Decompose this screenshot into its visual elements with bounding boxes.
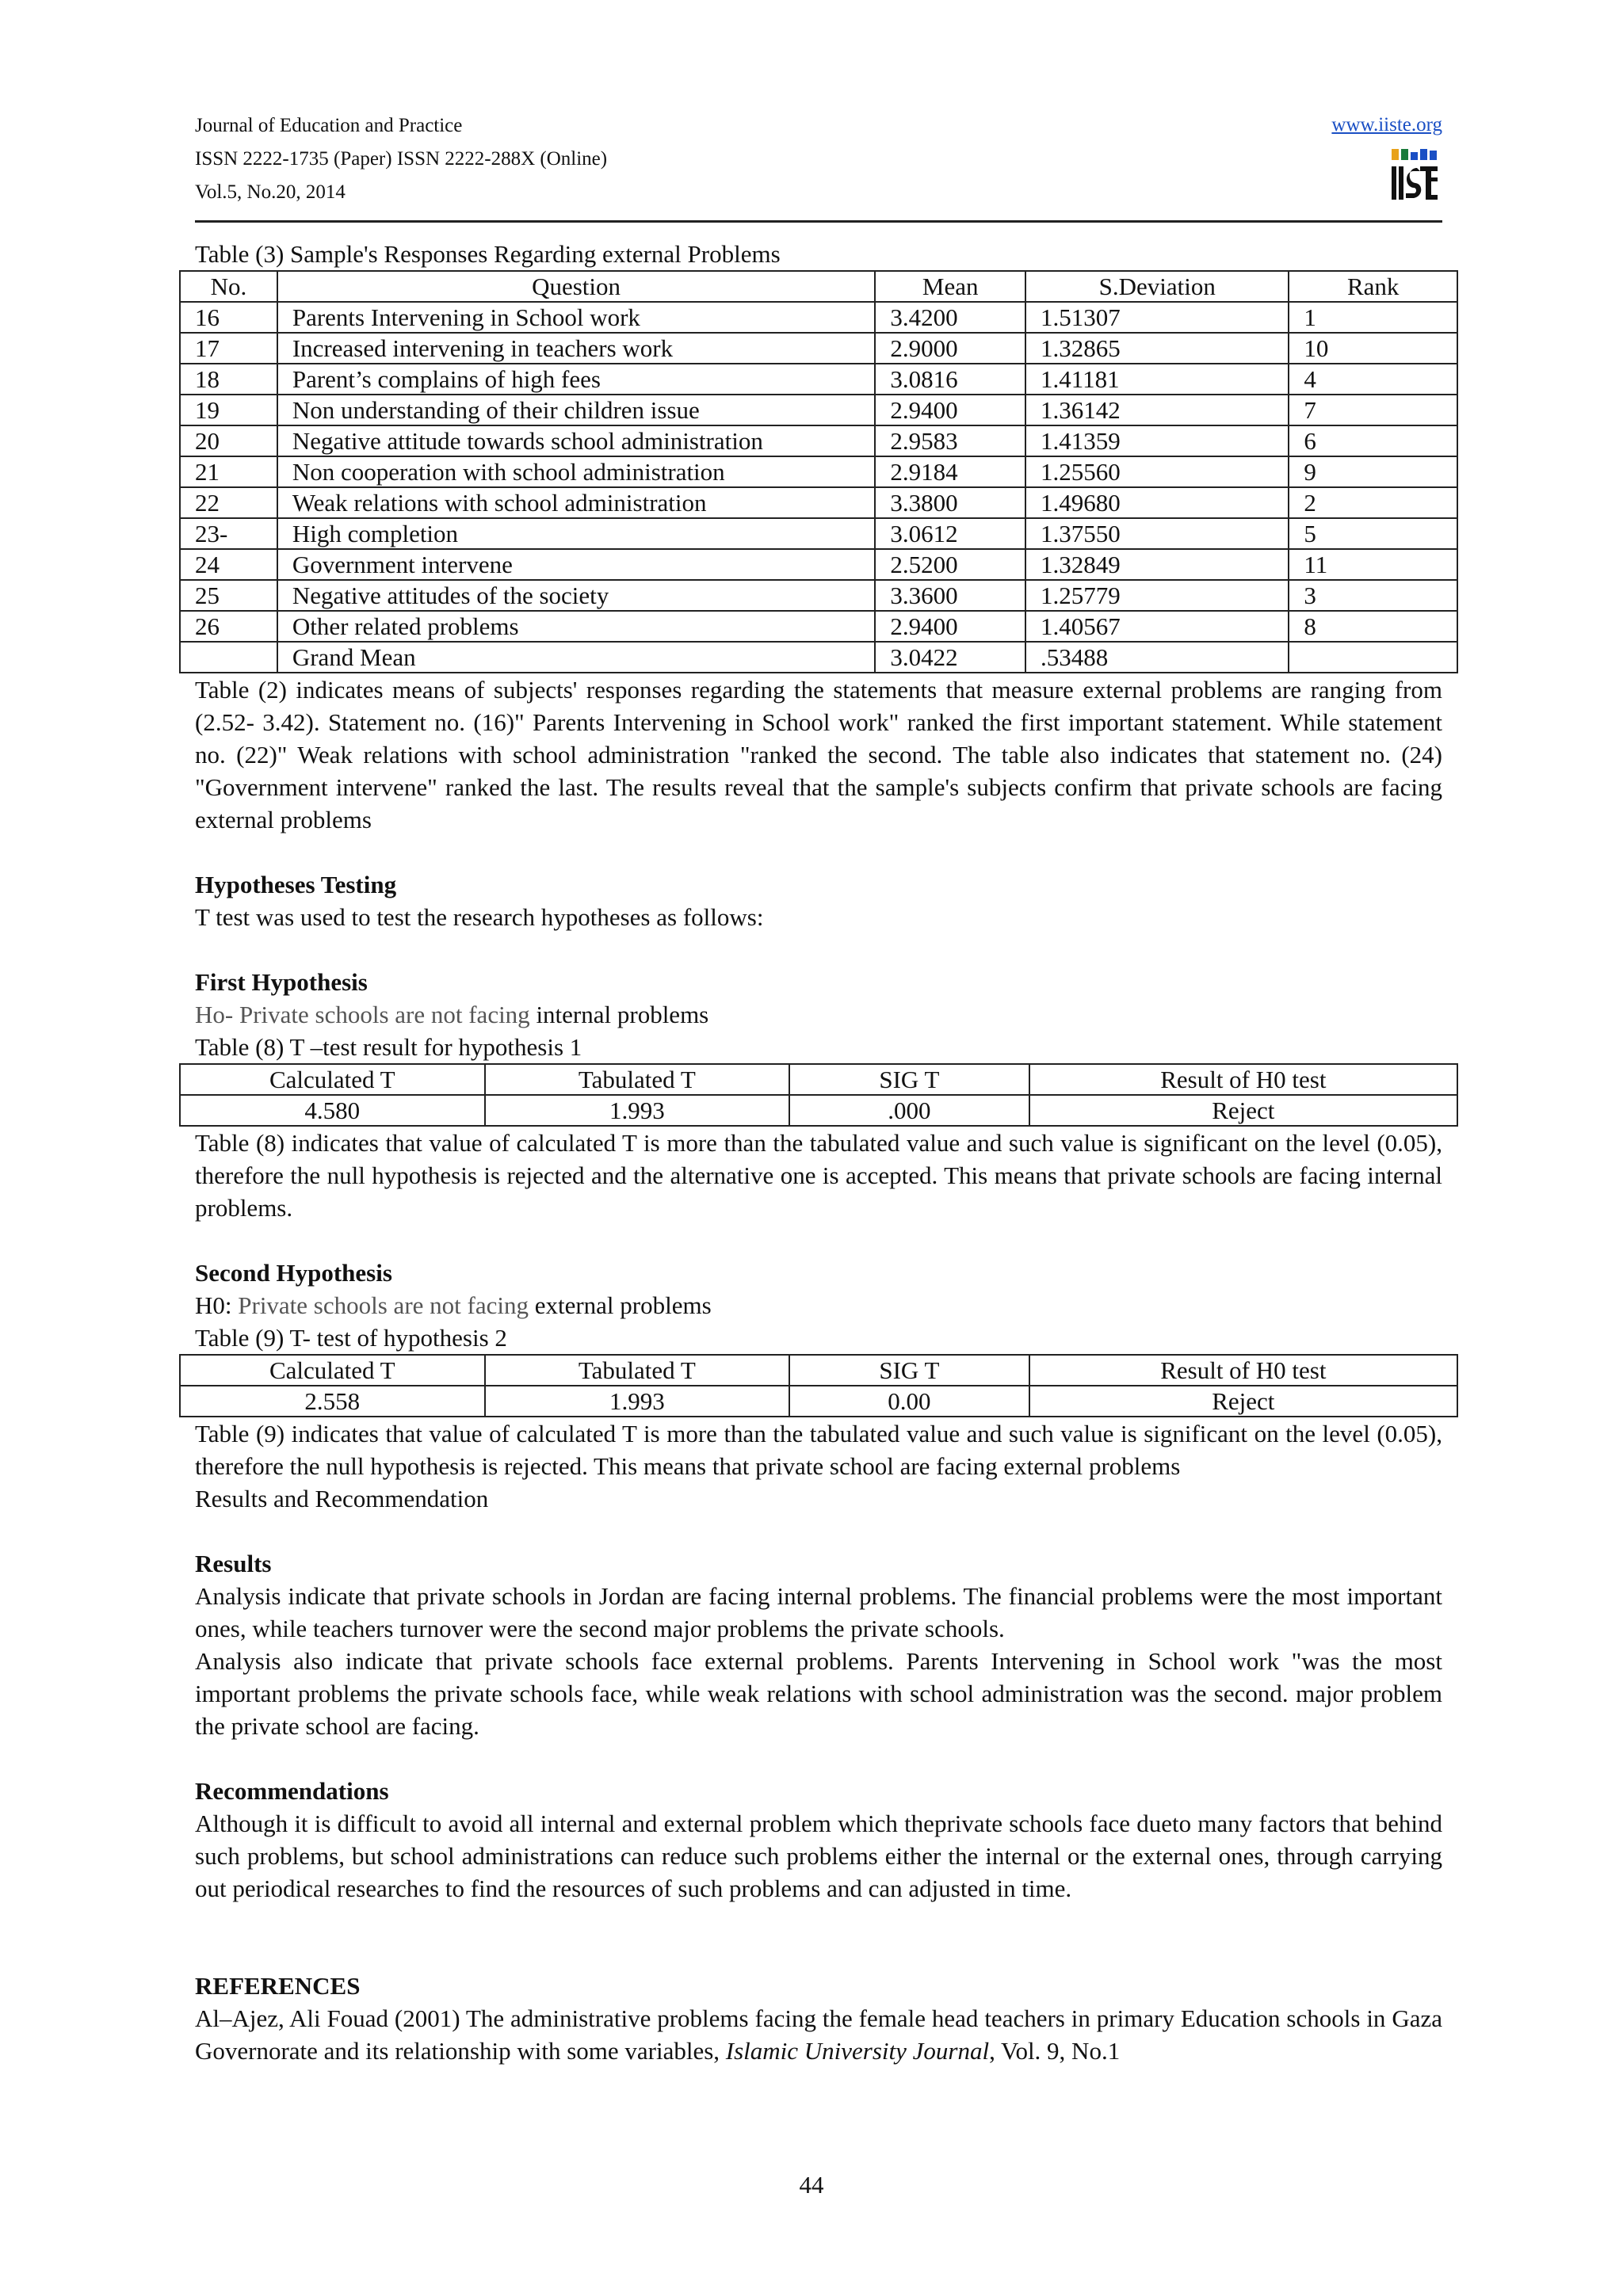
table9-sig-t: 0.00 bbox=[789, 1386, 1029, 1417]
table8-paragraph: Table (8) indicates that value of calculated T is more than the tabulated value and such value is significant on the level (0.05), therefore the null hypothesis is rejected and the alternative one is accepted. This means that private schools are facing internal problems. bbox=[195, 1129, 1442, 1222]
issn-line: ISSN 2222-1735 (Paper) ISSN 2222-288X (Online) bbox=[195, 148, 608, 170]
cell-rank: 6 bbox=[1289, 425, 1457, 456]
cell-no: 21 bbox=[180, 456, 277, 487]
cell-rank: 9 bbox=[1289, 456, 1457, 487]
page-content bbox=[195, 238, 1442, 2067]
table8-header-sig-t: SIG T bbox=[789, 1064, 1029, 1095]
table9-value-row bbox=[180, 1386, 1457, 1417]
table8 bbox=[179, 1063, 1458, 1127]
table8-result: Reject bbox=[1029, 1095, 1457, 1126]
cell-question: Other related problems bbox=[277, 611, 875, 642]
recommendations-paragraph: Although it is difficult to avoid all internal and external problem which theprivate schools face dueto many factors that behind such problems, but school administrations can reduce such problems either the internal or the external ones, through carrying out periodical researches to find the resources of such problems and can adjusted in time. bbox=[195, 1810, 1442, 1902]
cell-sd: 1.51307 bbox=[1025, 302, 1289, 333]
first-null-hypothesis bbox=[195, 998, 1442, 1031]
table-row bbox=[180, 549, 1457, 580]
cell-question: Weak relations with school administration bbox=[277, 487, 875, 518]
iiste-logo-icon bbox=[1390, 147, 1439, 203]
cell-rank bbox=[1289, 642, 1457, 673]
cell-question: Non understanding of their children issue bbox=[277, 395, 875, 425]
cell-rank: 7 bbox=[1289, 395, 1457, 425]
table3-header-row bbox=[180, 271, 1457, 302]
table9 bbox=[179, 1354, 1458, 1417]
cell-question: Grand Mean bbox=[277, 642, 875, 673]
journal-name: Journal of Education and Practice bbox=[195, 115, 463, 136]
recommendations-heading: Recommendations bbox=[195, 1777, 389, 1805]
cell-question: Government intervene bbox=[277, 549, 875, 580]
table2-paragraph: Table (2) indicates means of subjects' responses regarding the statements that measure external problems are ranging from (2.52- 3.42). Statement no. (16)" Parents Intervening in School work" ranked the first important statement. While statement no. (22)" Weak relations with school administration "ranked the second. The table also indicates that statement no. (24) "Government intervene" ranked the last. The results reveal that the sample's subjects confirm that private schools are facing external problems bbox=[195, 676, 1442, 833]
table9-result: Reject bbox=[1029, 1386, 1457, 1417]
references-heading: REFERENCES bbox=[195, 1972, 361, 2000]
reference-1-volume: , Vol. 9, No.1 bbox=[989, 2037, 1121, 2065]
cell-no: 26 bbox=[180, 611, 277, 642]
table9-header-tab-t: Tabulated T bbox=[485, 1355, 790, 1386]
table-row bbox=[180, 302, 1457, 333]
cell-no: 19 bbox=[180, 395, 277, 425]
page-header bbox=[195, 111, 1442, 223]
cell-rank: 10 bbox=[1289, 333, 1457, 364]
table3-body bbox=[180, 302, 1457, 673]
volume-line: Vol.5, No.20, 2014 bbox=[195, 181, 346, 203]
cell-sd: 1.36142 bbox=[1025, 395, 1289, 425]
cell-sd: 1.41359 bbox=[1025, 425, 1289, 456]
cell-rank: 11 bbox=[1289, 549, 1457, 580]
cell-no bbox=[180, 642, 277, 673]
cell-sd: 1.25779 bbox=[1025, 580, 1289, 611]
cell-rank: 4 bbox=[1289, 364, 1457, 395]
cell-mean: 2.9400 bbox=[875, 395, 1025, 425]
cell-mean: 2.9000 bbox=[875, 333, 1025, 364]
col-header-sd: S.Deviation bbox=[1025, 271, 1289, 302]
cell-sd: 1.37550 bbox=[1025, 518, 1289, 549]
col-header-mean: Mean bbox=[875, 271, 1025, 302]
hypotheses-intro: T test was used to test the research hypotheses as follows: bbox=[195, 903, 764, 931]
table-row bbox=[180, 611, 1457, 642]
cell-question: Non cooperation with school administration bbox=[277, 456, 875, 487]
results-recommendation-line: Results and Recommendation bbox=[195, 1485, 489, 1512]
cell-rank: 2 bbox=[1289, 487, 1457, 518]
table8-tab-t: 1.993 bbox=[485, 1095, 790, 1126]
cell-rank: 5 bbox=[1289, 518, 1457, 549]
cell-no: 24 bbox=[180, 549, 277, 580]
cell-question: Negative attitudes of the society bbox=[277, 580, 875, 611]
table8-value-row bbox=[180, 1095, 1457, 1126]
second-null-hypothesis bbox=[195, 1289, 1442, 1322]
table-row bbox=[180, 487, 1457, 518]
second-hypothesis-heading: Second Hypothesis bbox=[195, 1259, 392, 1287]
hypotheses-heading: Hypotheses Testing bbox=[195, 871, 397, 898]
cell-question: Increased intervening in teachers work bbox=[277, 333, 875, 364]
table-row bbox=[180, 333, 1457, 364]
table8-header-row bbox=[180, 1064, 1457, 1095]
table8-sig-t: .000 bbox=[789, 1095, 1029, 1126]
cell-mean: 3.0816 bbox=[875, 364, 1025, 395]
cell-mean: 3.3800 bbox=[875, 487, 1025, 518]
cell-sd: 1.32849 bbox=[1025, 549, 1289, 580]
table-row bbox=[180, 395, 1457, 425]
results-heading: Results bbox=[195, 1550, 272, 1577]
cell-mean: 2.9583 bbox=[875, 425, 1025, 456]
results-paragraph-1: Analysis indicate that private schools in Jordan are facing internal problems. The financial problems were the most important ones, while teachers turnover were the second major problems the private schools. bbox=[195, 1582, 1442, 1642]
cell-question: Negative attitude towards school administration bbox=[277, 425, 875, 456]
cell-sd: 1.40567 bbox=[1025, 611, 1289, 642]
cell-sd: 1.32865 bbox=[1025, 333, 1289, 364]
col-header-question: Question bbox=[277, 271, 875, 302]
first-ho-prefix: Ho- bbox=[195, 1001, 239, 1028]
table9-paragraph: Table (9) indicates that value of calculated T is more than the tabulated value and such value is significant on the level (0.05), therefore the null hypothesis is rejected. This means that private school are facing external problems bbox=[195, 1420, 1442, 1480]
reference-1 bbox=[195, 2002, 1442, 2067]
table9-header-result: Result of H0 test bbox=[1029, 1355, 1457, 1386]
cell-rank: 8 bbox=[1289, 611, 1457, 642]
cell-no: 17 bbox=[180, 333, 277, 364]
reference-1-journal: Islamic University Journal bbox=[725, 2037, 990, 2065]
cell-sd: 1.49680 bbox=[1025, 487, 1289, 518]
cell-no: 23- bbox=[180, 518, 277, 549]
table9-calc-t: 2.558 bbox=[180, 1386, 485, 1417]
table8-caption: Table (8) T –test result for hypothesis 1 bbox=[195, 1033, 582, 1061]
table-row bbox=[180, 580, 1457, 611]
cell-question: Parents Intervening in School work bbox=[277, 302, 875, 333]
table9-header-row bbox=[180, 1355, 1457, 1386]
col-header-no: No. bbox=[180, 271, 277, 302]
first-ho-grey: Private schools are not facing bbox=[239, 1001, 530, 1028]
cell-mean: 3.4200 bbox=[875, 302, 1025, 333]
table3 bbox=[179, 270, 1458, 673]
second-ho-rest: external problems bbox=[528, 1291, 712, 1319]
first-hypothesis-heading: First Hypothesis bbox=[195, 968, 368, 996]
table-row bbox=[180, 364, 1457, 395]
table-row bbox=[180, 425, 1457, 456]
cell-mean: 2.9400 bbox=[875, 611, 1025, 642]
cell-mean: 3.0422 bbox=[875, 642, 1025, 673]
reference-1-text: Al–Ajez, Ali Fouad (2001) The administrative problems facing the female head teachers in primary Education schools in Gaza Governorate and its relationship with some variables, bbox=[195, 2004, 1442, 2065]
table-row bbox=[180, 456, 1457, 487]
table9-caption: Table (9) T- test of hypothesis 2 bbox=[195, 1324, 507, 1352]
table9-header-sig-t: SIG T bbox=[789, 1355, 1029, 1386]
page-number: 44 bbox=[799, 2171, 824, 2199]
first-ho-rest: internal problems bbox=[529, 1001, 709, 1028]
table8-header-calc-t: Calculated T bbox=[180, 1064, 485, 1095]
cell-rank: 1 bbox=[1289, 302, 1457, 333]
cell-sd: .53488 bbox=[1025, 642, 1289, 673]
table-row bbox=[180, 518, 1457, 549]
cell-sd: 1.41181 bbox=[1025, 364, 1289, 395]
cell-mean: 3.3600 bbox=[875, 580, 1025, 611]
cell-mean: 3.0612 bbox=[875, 518, 1025, 549]
second-ho-prefix: H0: bbox=[195, 1291, 239, 1319]
results-paragraph-2: Analysis also indicate that private schools face external problems. Parents Intervening in School work "was the most important problems the private schools face, while weak relations with school administration was the second. major problem the private school are facing. bbox=[195, 1647, 1442, 1740]
cell-no: 18 bbox=[180, 364, 277, 395]
cell-question: Parent’s complains of high fees bbox=[277, 364, 875, 395]
table3-caption: Table (3) Sample's Responses Regarding external Problems bbox=[195, 240, 781, 268]
second-ho-grey: Private schools are not facing bbox=[238, 1291, 529, 1319]
cell-no: 20 bbox=[180, 425, 277, 456]
table-row bbox=[180, 642, 1457, 673]
col-header-rank: Rank bbox=[1289, 271, 1457, 302]
cell-no: 22 bbox=[180, 487, 277, 518]
cell-rank: 3 bbox=[1289, 580, 1457, 611]
cell-no: 25 bbox=[180, 580, 277, 611]
table9-tab-t: 1.993 bbox=[485, 1386, 790, 1417]
cell-question: High completion bbox=[277, 518, 875, 549]
cell-no: 16 bbox=[180, 302, 277, 333]
table8-calc-t: 4.580 bbox=[180, 1095, 485, 1126]
journal-url-link[interactable]: www.iiste.org bbox=[1331, 114, 1442, 135]
table9-header-calc-t: Calculated T bbox=[180, 1355, 485, 1386]
table8-header-result: Result of H0 test bbox=[1029, 1064, 1457, 1095]
cell-mean: 2.9184 bbox=[875, 456, 1025, 487]
table8-header-tab-t: Tabulated T bbox=[485, 1064, 790, 1095]
cell-sd: 1.25560 bbox=[1025, 456, 1289, 487]
cell-mean: 2.5200 bbox=[875, 549, 1025, 580]
